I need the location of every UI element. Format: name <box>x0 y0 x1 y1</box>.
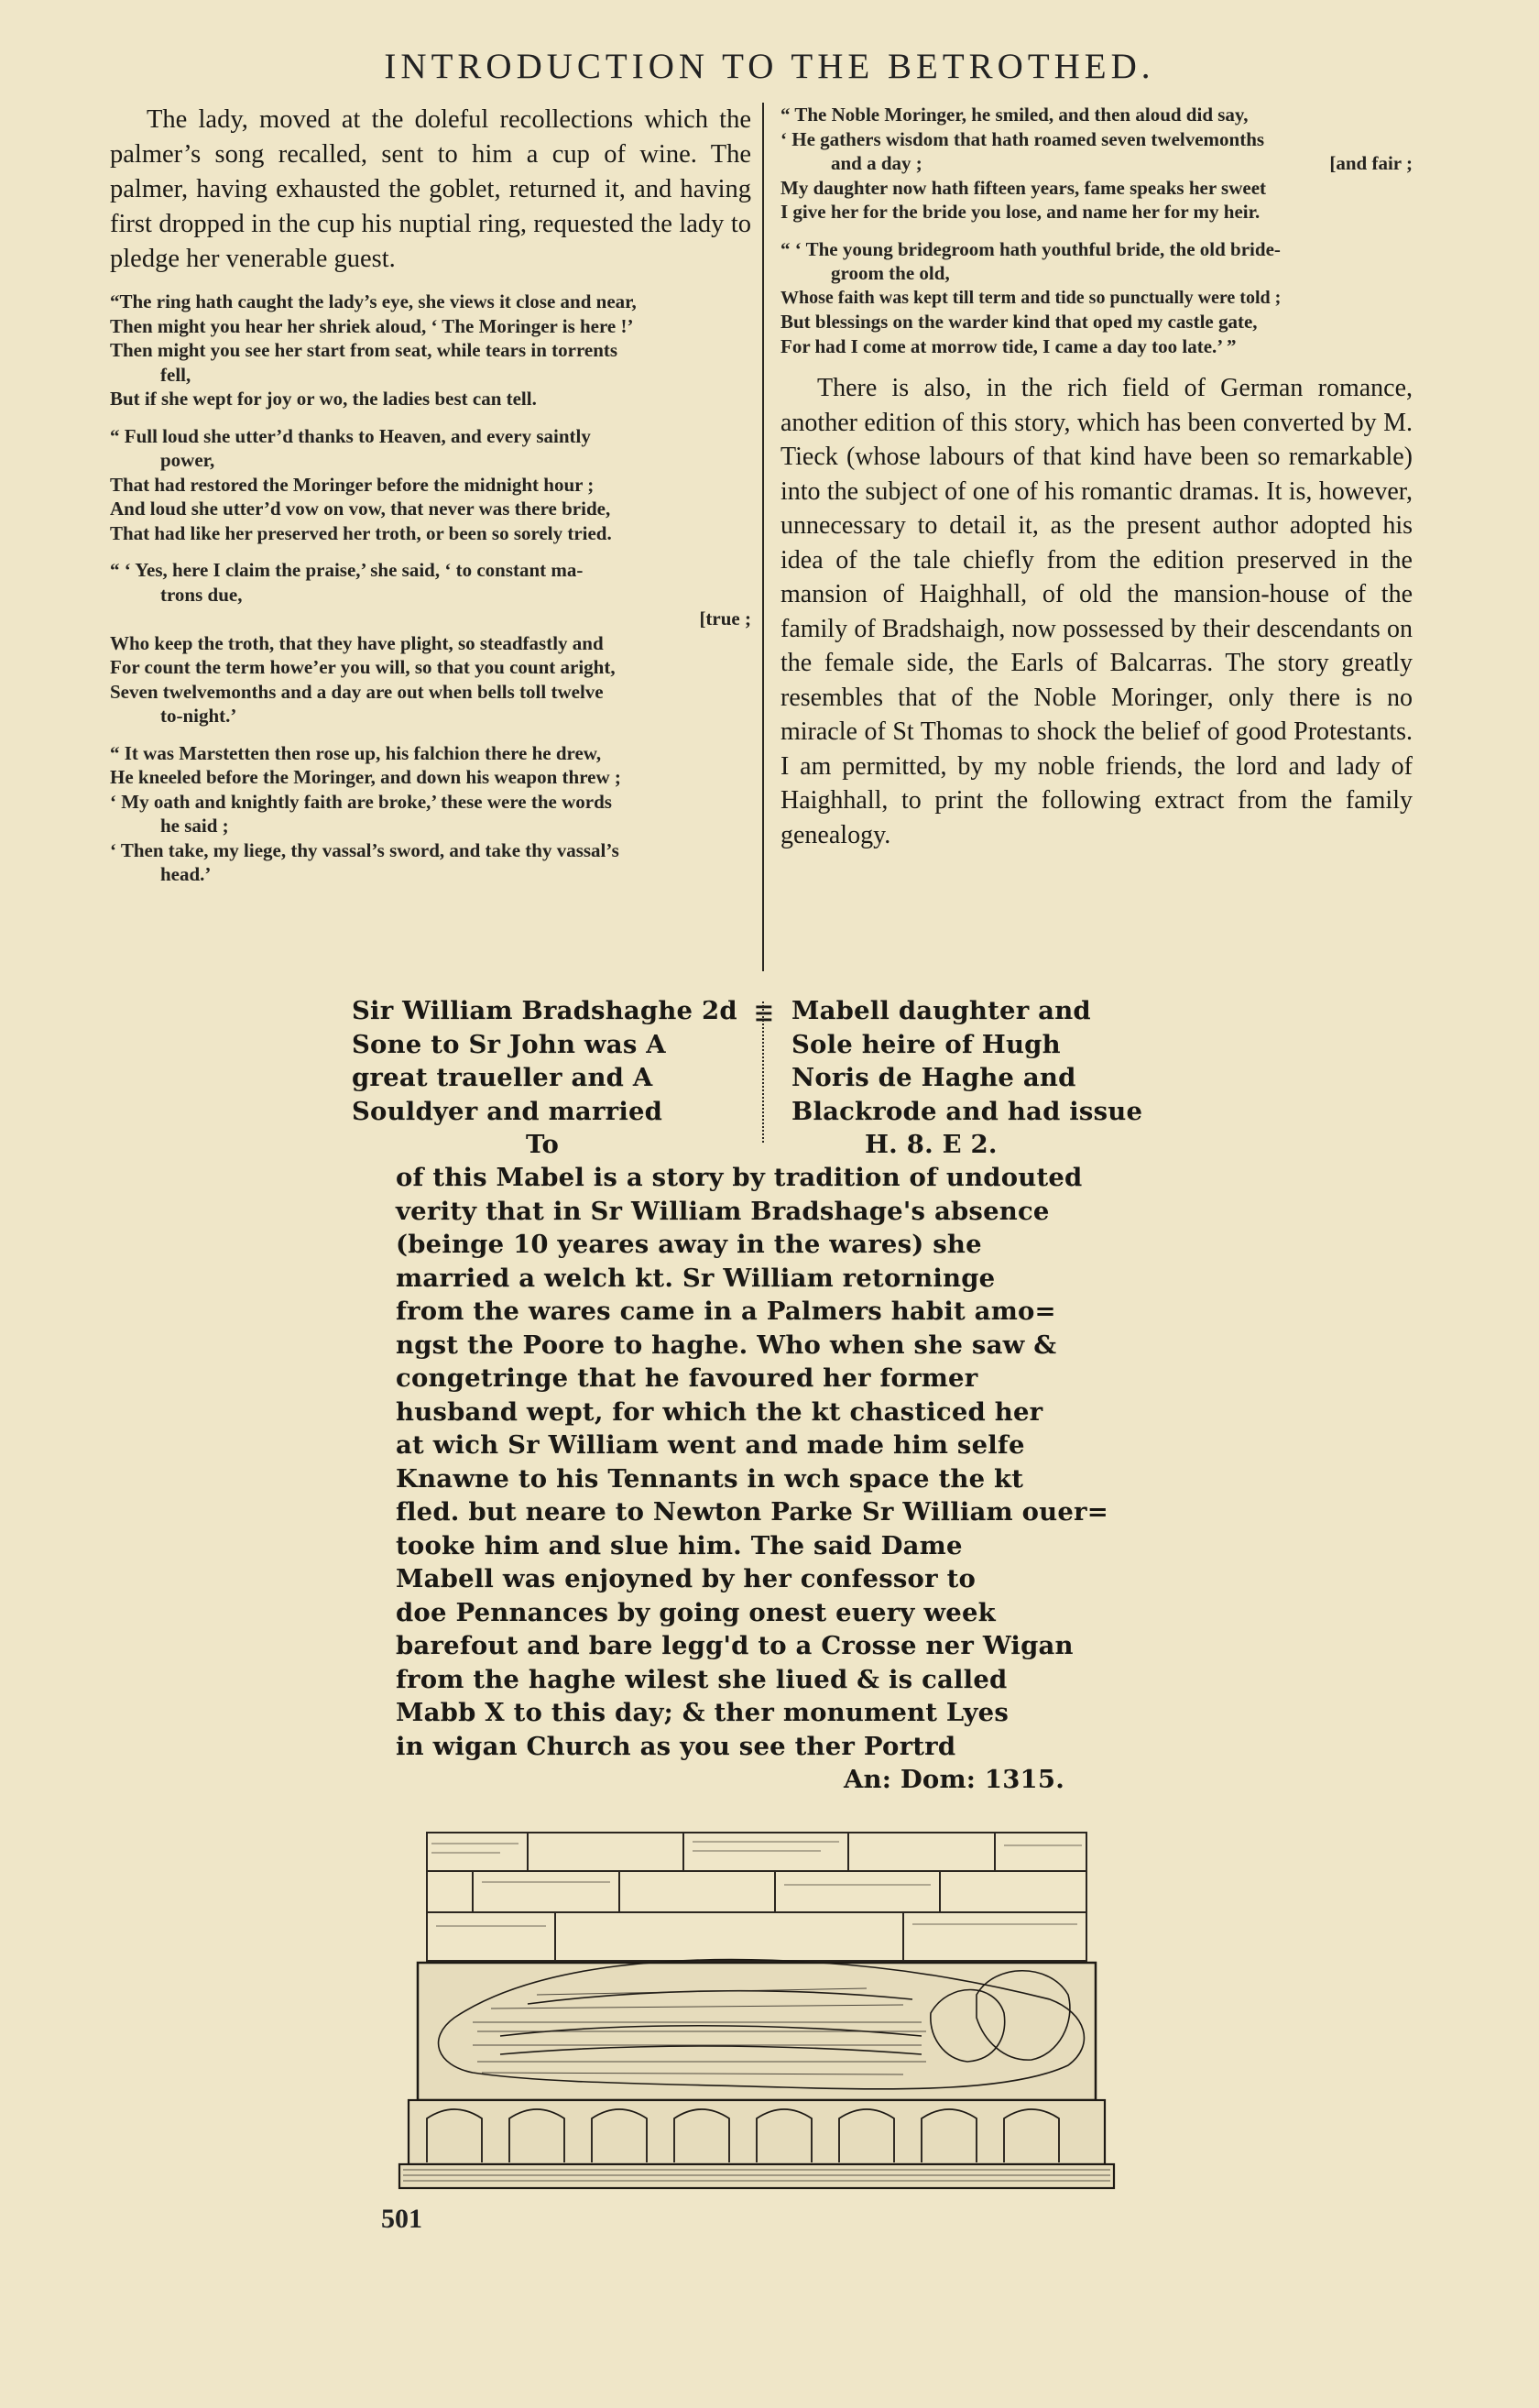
ballad-stanza <box>780 237 1413 359</box>
verse-line: I give her for the bride you lose, and name her for my heir. <box>780 201 1261 223</box>
verse-line: “ It was Marstetten then rose up, his falchion there he drew, <box>110 741 602 764</box>
verse-line: For count the term howe’er you will, so that you count aright, <box>110 656 616 678</box>
genealogy-line: from the wares came in a Palmers habit amo= <box>396 1297 1056 1326</box>
page-number: 501 <box>381 2204 422 2234</box>
genealogy-line: in wigan Church as you see ther Portrd <box>396 1731 956 1761</box>
genealogy-extract <box>348 994 1173 1797</box>
ballad-stanza <box>780 103 1413 224</box>
genealogy-line: Sir William Bradshaghe 2d <box>352 996 737 1025</box>
verse-line: and a day ; <box>831 152 922 174</box>
genealogy-line: at wich Sr William went and made him selfe <box>396 1430 1025 1460</box>
genealogy-line: married a welch kt. Sr William retorninge <box>396 1263 996 1293</box>
verse-line: Whose faith was kept till term and tide so punctually were told ; <box>780 287 1282 308</box>
verse-line: power, <box>160 449 215 471</box>
verse-line: ‘ My oath and knightly faith are broke,’ these were the words <box>110 790 612 813</box>
marriage-bracket-icon: ☰ <box>755 1002 773 1026</box>
tomb-effigy-woodcut-icon <box>390 1825 1123 2195</box>
genealogy-husband <box>352 994 746 1162</box>
genealogy-line: tooke him and slue him. The said Dame <box>396 1530 963 1560</box>
left-column <box>110 103 751 900</box>
verse-line: “ The Noble Moringer, he smiled, and then aloud did say, <box>780 104 1249 126</box>
right-prose-paragraph: There is also, in the rich field of German romance, another edition of this story, which has been converted by M. Tieck (whose labours of that kind have been so remarkable) into the subject of one of his romantic dramas. It is, however, unnecessary to detail it, as the present author adopted his idea of the tale chiefly from the edition preserved in the mansion of Haighhall, of old the mansion-house of the family of Bradshaigh, now possessed by their descendants on the female side, the Earls of Balcarras. The story greatly resembles that of the Noble Moringer, only there is no miracle of St Thomas to shock the belief of good Protestants. I am permitted, by my noble friends, the lord and lady of Haighhall, to print the following extract from the family genealogy. <box>780 374 1413 849</box>
verse-line: “ Full loud she utter’d thanks to Heaven, and every saintly <box>110 424 591 447</box>
genealogy-line: (beinge 10 yeares away in the wares) she <box>396 1230 982 1259</box>
verse-line: My daughter now hath fifteen years, fame speaks her sweet <box>780 176 1267 199</box>
genealogy-line: Noris de Haghe and <box>791 1063 1076 1092</box>
genealogy-line: Souldyer and married <box>352 1096 663 1126</box>
verse-line: Seven twelvemonths and a day are out when bells toll twelve <box>110 680 604 703</box>
verse-line: Who keep the troth, that they have plight, so steadfastly and <box>110 631 604 654</box>
ballad-stanza <box>110 290 751 411</box>
verse-line: Then might you hear her shriek aloud, ‘ The Moringer is here !’ <box>110 314 634 337</box>
verse-line: ‘ He gathers wisdom that hath roamed seven twelvemonths <box>780 127 1265 150</box>
genealogy-header <box>348 994 1173 1159</box>
genealogy-line: great traueller and A <box>352 1063 653 1092</box>
genealogy-wife <box>791 994 1176 1162</box>
column-divider <box>762 103 764 971</box>
verse-line: For had I come at morrow tide, I came a day too late.’ ” <box>780 334 1237 357</box>
genealogy-line: Mabell was enjoyned by her confessor to <box>396 1564 977 1593</box>
verse-line: “ ‘ The young bridegroom hath youthful bride, the old bride- <box>780 237 1281 260</box>
genealogy-line: Mabb X to this day; & ther monument Lyes <box>396 1698 1010 1727</box>
genealogy-line: Sole heire of Hugh <box>791 1029 1061 1059</box>
verse-line: “The ring hath caught the lady’s eye, she views it close and near, <box>110 290 637 312</box>
verse-line: head.’ <box>160 863 212 885</box>
right-column <box>780 103 1413 865</box>
verse-line: groom the old, <box>831 262 950 284</box>
genealogy-line: from the haghe wilest she liued & is called <box>396 1664 1008 1694</box>
ballad-stanza <box>110 558 751 728</box>
genealogy-line: ngst the Poore to haghe. Who when she saw & <box>396 1330 1057 1360</box>
genealogy-body <box>348 1161 1173 1763</box>
genealogy-line: verity that in Sr William Bradshage's absence <box>396 1196 1050 1226</box>
verse-line: “ ‘ Yes, here I claim the praise,’ she said, ‘ to constant ma- <box>110 559 584 581</box>
genealogy-line: husband wept, for which the kt chasticed her <box>396 1396 1043 1427</box>
genealogy-line: Blackrode and had issue <box>791 1096 1143 1126</box>
verse-line: That had like her preserved her troth, or been so sorely tried. <box>110 521 612 544</box>
verse-line: [true ; <box>699 607 751 629</box>
genealogy-line: Mabell daughter and <box>791 996 1091 1025</box>
verse-line: fell, <box>160 363 191 386</box>
verse-line: to-night.’ <box>160 705 237 727</box>
verse-line: Then might you see her start from seat, while tears in torrents <box>110 339 618 361</box>
ballad-stanza <box>110 424 751 546</box>
genealogy-date: An: Dom: 1315. <box>844 1765 1064 1794</box>
verse-line: But blessings on the warder kind that oped my castle gate, <box>780 311 1258 333</box>
marriage-bracket <box>762 1002 766 1143</box>
genealogy-line: fled. but neare to Newton Parke Sr William ouer= <box>396 1497 1108 1527</box>
genealogy-line: Knawne to his Tennants in wch space the kt <box>396 1463 1024 1494</box>
left-intro-paragraph: The lady, moved at the doleful recollections which the palmer’s song recalled, sent to him a cup of wine. The palmer, having exhausted the goblet, returned it, and having first dropped in the cup his nuptial ring, requested the lady to pledge her venerable guest. <box>110 105 751 273</box>
genealogy-line: congetringe that he favoured her former <box>396 1363 978 1393</box>
verse-line: [and fair ; <box>1329 152 1413 174</box>
genealogy-line: Sone to Sr John was A <box>352 1029 666 1059</box>
verse-line: ‘ Then take, my liege, thy vassal’s sword, and take thy vassal’s <box>110 838 619 861</box>
page-header: INTRODUCTION TO THE BETROTHED. <box>384 47 1155 86</box>
verse-line: That had restored the Moringer before the midnight hour ; <box>110 473 595 496</box>
verse-line: trons due, <box>160 583 243 606</box>
verse-line: And loud she utter’d vow on vow, that never was there bride, <box>110 498 611 520</box>
genealogy-line: of this Mabel is a story by tradition of undouted <box>396 1163 1083 1192</box>
genealogy-line: H. 8. E 2. <box>865 1130 998 1159</box>
verse-line: he said ; <box>160 815 229 837</box>
verse-line: But if she wept for joy or wo, the ladies best can tell. <box>110 388 537 410</box>
verse-line: He kneeled before the Moringer, and down his weapon threw ; <box>110 766 621 788</box>
genealogy-line: To <box>526 1130 560 1159</box>
ballad-stanza <box>110 741 751 887</box>
genealogy-line: doe Pennances by going onest euery week <box>396 1597 996 1627</box>
genealogy-line: barefout and bare legg'd to a Crosse ner Wigan <box>396 1631 1074 1660</box>
